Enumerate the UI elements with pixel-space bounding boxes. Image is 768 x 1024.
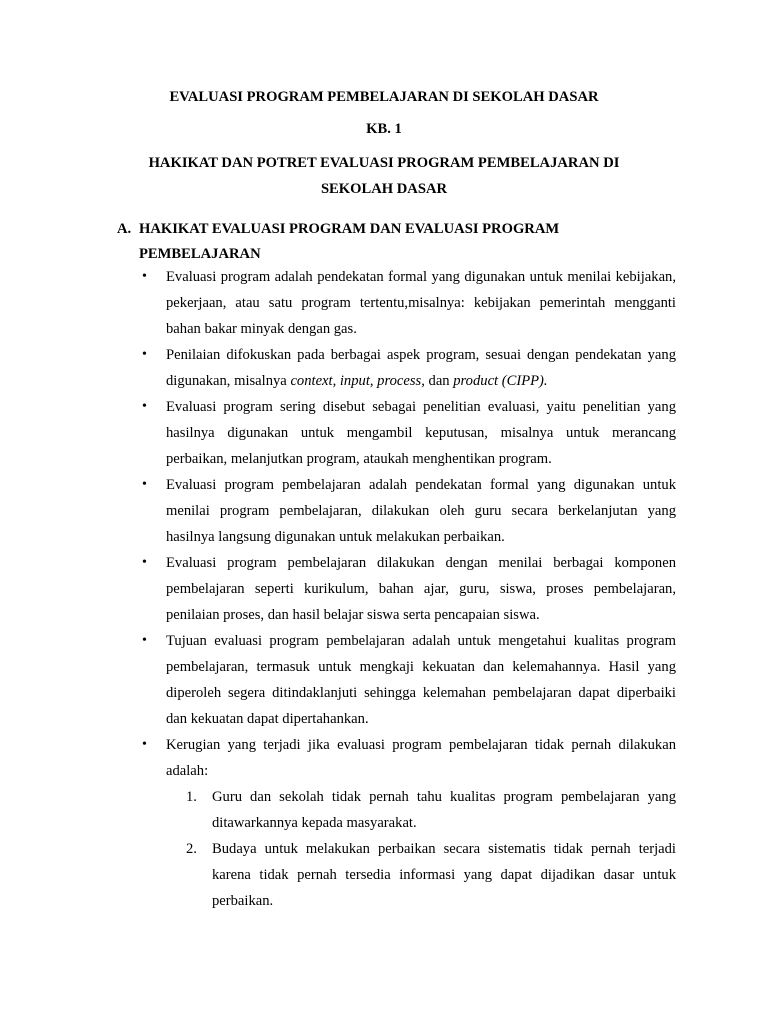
bullet-text-italic: context, input, process, — [290, 373, 425, 389]
subtitle-line-1: HAKIKAT DAN POTRET EVALUASI PROGRAM PEMBELAJARAN DI — [148, 155, 620, 171]
bullet-text: Kerugian yang terjadi jika evaluasi program pembelajaran tidak pernah dilakukan adalah: — [166, 737, 676, 779]
numbered-item — [186, 784, 676, 836]
bullet-icon: • — [142, 737, 147, 752]
bullet-text — [166, 342, 676, 394]
bullet-text: Evaluasi program adalah pendekatan formal yang digunakan untuk menilai kebijakan, pekerjaan, atau satu program tertentu,misalnya: kebijakan pemerintah mengganti bahan bakar minyak dengan gas. — [166, 269, 676, 337]
numbered-list — [166, 784, 676, 914]
kb-label: KB. 1 — [366, 121, 402, 137]
bullet-icon: • — [142, 269, 147, 284]
section-letter: A. — [117, 221, 132, 237]
list-item — [140, 264, 676, 342]
bullet-icon: • — [142, 477, 147, 492]
bullet-text-plain: dan — [424, 373, 454, 389]
list-item — [140, 628, 676, 732]
bullet-text: Evaluasi program pembelajaran dilakukan dengan menilai berbagai komponen pembelajaran seperti kurikulum, bahan ajar, guru, siswa, proses pembelajaran, penilaian proses, dan hasil belajar siswa serta pencapaian siswa. — [166, 555, 676, 623]
bullet-icon: • — [142, 633, 147, 648]
section-heading-text-2: PEMBELAJARAN — [139, 246, 261, 262]
bullet-icon: • — [142, 399, 147, 414]
list-item — [140, 732, 676, 914]
bullet-text: Tujuan evaluasi program pembelajaran adalah untuk mengetahui kualitas program pembelajaran, termasuk untuk mengkaji kekuatan dan kelemahannya. Hasil yang diperoleh segera ditindaklanjuti sehingga kelemahan pembelajaran dapat diperbaiki dan kekuatan dapat dipertahankan. — [166, 633, 676, 727]
subtitle-line-2: SEKOLAH DASAR — [320, 181, 448, 197]
list-item — [140, 472, 676, 550]
bullet-text: Evaluasi program pembelajaran adalah pendekatan formal yang digunakan untuk menilai program pembelajaran, dilakukan oleh guru secara berkelanjutan yang hasilnya langsung digunakan untuk melakukan perbaikan. — [166, 477, 676, 545]
item-number: 2. — [186, 841, 197, 857]
section-a-heading — [117, 217, 677, 267]
list-item — [140, 394, 676, 472]
bullet-text: Evaluasi program sering disebut sebagai penelitian evaluasi, yaitu penelitian yang hasilnya digunakan untuk mengambil keputusan, misalnya untuk merancang perbaikan, melanjutkan program, ataukah menghentikan program. — [166, 399, 676, 467]
list-item — [140, 550, 676, 628]
document-title: EVALUASI PROGRAM PEMBELAJARAN DI SEKOLAH DASAR — [169, 89, 599, 105]
item-number: 1. — [186, 789, 197, 805]
bullet-icon: • — [142, 555, 147, 570]
bullet-icon: • — [142, 347, 147, 362]
numbered-item — [186, 836, 676, 914]
bullet-text-italic: product (CIPP). — [453, 373, 548, 389]
list-item — [140, 342, 676, 394]
bullet-list — [140, 264, 676, 914]
numbered-item-text: Guru dan sekolah tidak pernah tahu kualitas program pembelajaran yang ditawarkannya kepada masyarakat. — [212, 789, 676, 831]
numbered-item-text: Budaya untuk melakukan perbaikan secara sistematis tidak pernah terjadi karena tidak pernah tersedia informasi yang dapat dijadikan dasar untuk perbaikan. — [212, 841, 676, 909]
section-heading-text-1: HAKIKAT EVALUASI PROGRAM DAN EVALUASI PROGRAM — [139, 221, 560, 237]
section-a-heading-line-1 — [117, 217, 677, 242]
bullet-text-plain: Penilaian difokuskan pada berbagai aspek program, sesuai dengan pendekatan yang digunakan, misalnya — [166, 347, 676, 389]
